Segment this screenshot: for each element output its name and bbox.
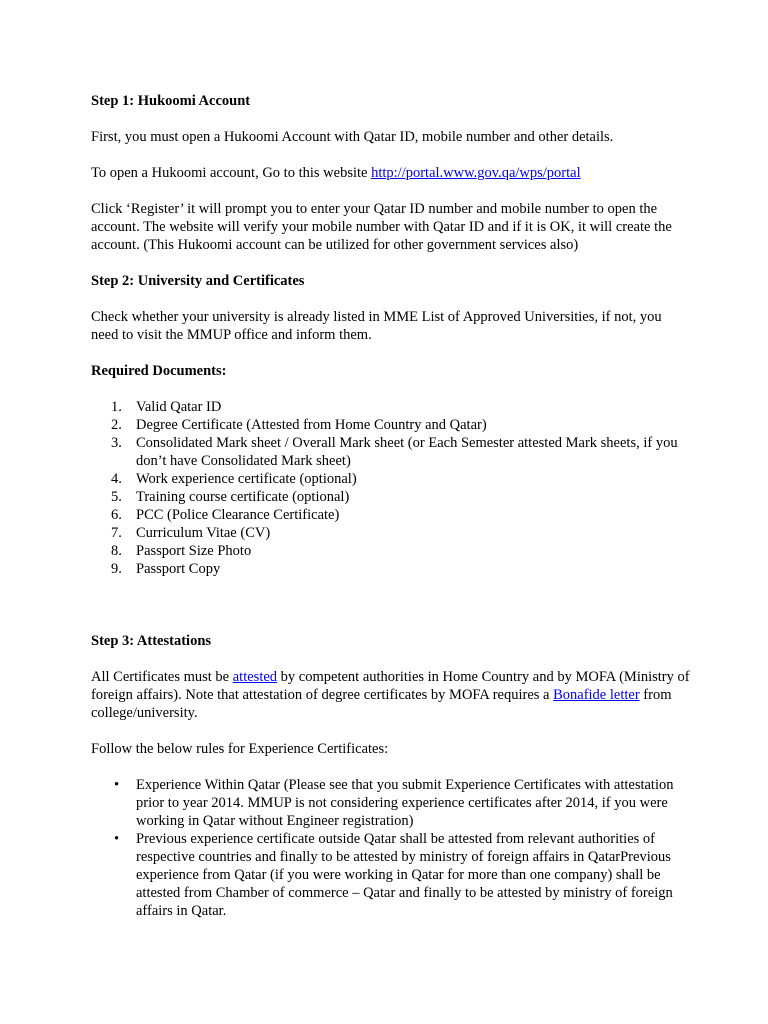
bullet-icon: •: [114, 777, 120, 793]
document-item-text: Degree Certificate (Attested from Home Country and Qatar): [136, 417, 487, 433]
step3-paragraph-1: [91, 668, 691, 722]
document-item: [91, 470, 691, 488]
document-item-text: Passport Copy: [136, 561, 221, 577]
document-item: [91, 560, 691, 578]
document-item-text: Passport Size Photo: [136, 543, 252, 559]
step1-paragraph-1: First, you must open a Hukoomi Account with Qatar ID, mobile number and other details.: [91, 129, 614, 145]
document-item: [91, 488, 691, 506]
document-item-text: Consolidated Mark sheet / Overall Mark sheet (or Each Semester attested Mark sheets, if you don’t have Consolidated Mark sheet): [136, 435, 678, 469]
document-item-number: 3.: [111, 435, 122, 451]
document-item: [91, 506, 691, 524]
document-item-number: 5.: [111, 489, 122, 505]
document-item-number: 4.: [111, 471, 122, 487]
step3-paragraph-2: Follow the below rules for Experience Certificates:: [91, 741, 389, 757]
bullet-icon: •: [114, 831, 120, 847]
document-item: [91, 524, 691, 542]
document-item-number: 9.: [111, 561, 122, 577]
document-item-text: Valid Qatar ID: [136, 399, 222, 415]
rule-item: [91, 776, 691, 830]
step3-paragraph-1-text-c: from college/university.: [91, 687, 672, 721]
document-item-number: 1.: [111, 399, 122, 415]
step1-paragraph-3: Click ‘Register’ it will prompt you to enter your Qatar ID number and mobile number to open the account. The website will verify your mobile number with Qatar ID and if it is OK, it will create the account. (This Hukoomi account can be utilized for other government services also): [91, 201, 672, 253]
rule-item-text: Previous experience certificate outside Qatar shall be attested from relevant authorities of respective countries and finally to be attested by ministry of foreign affairs in QatarPrevious experience from Qatar (if you were working in Qatar for more than one company) shall be attested from Chamber of commerce – Qatar and finally to be attested by ministry of foreign affairs in Qatar.: [136, 831, 673, 919]
step3-paragraph-1-text-b: by competent authorities in Home Country and by MOFA (Ministry of foreign affairs). Note that attestation of degree certificates by MOFA requires a: [91, 669, 690, 703]
required-documents-heading: Required Documents:: [91, 363, 227, 379]
document-item-number: 2.: [111, 417, 122, 433]
document-item-text: Work experience certificate (optional): [136, 471, 357, 487]
document-item-number: 8.: [111, 543, 122, 559]
document-item-number: 7.: [111, 525, 122, 541]
document-item-text: Training course certificate (optional): [136, 489, 350, 505]
bonafide-letter-link[interactable]: Bonafide letter: [553, 687, 640, 703]
step1-paragraph-2-text: To open a Hukoomi account, Go to this website: [91, 165, 372, 181]
document-item-text: PCC (Police Clearance Certificate): [136, 507, 340, 523]
attested-link[interactable]: attested: [232, 669, 278, 685]
rule-item-text: Experience Within Qatar (Please see that you submit Experience Certificates with attestation prior to year 2014. MMUP is not considering experience certificates after 2014, if you were working in Qatar without Engineer registration): [136, 777, 674, 829]
document-item: [91, 434, 691, 470]
step3-heading: Step 3: Attestations: [91, 633, 212, 649]
document-item-number: 6.: [111, 507, 122, 523]
step1-heading: Step 1: Hukoomi Account: [91, 93, 251, 109]
document-item: [91, 542, 691, 560]
step2-heading: Step 2: University and Certificates: [91, 273, 305, 289]
document-item: [91, 416, 691, 434]
step1-paragraph-2: [91, 164, 691, 182]
step2-paragraph-1: Check whether your university is already listed in MME List of Approved Universities, if not, you need to visit the MMUP office and inform them.: [91, 309, 662, 343]
required-documents-list: [91, 398, 691, 578]
rule-item: [91, 830, 691, 920]
experience-rules-list: [91, 776, 691, 920]
document-item: [91, 398, 691, 416]
document-item-text: Curriculum Vitae (CV): [136, 525, 271, 541]
step3-paragraph-1-text-a: All Certificates must be: [91, 669, 233, 685]
hukoomi-portal-link[interactable]: http://portal.www.gov.qa/wps/portal: [371, 165, 581, 181]
document-page: [91, 92, 691, 920]
